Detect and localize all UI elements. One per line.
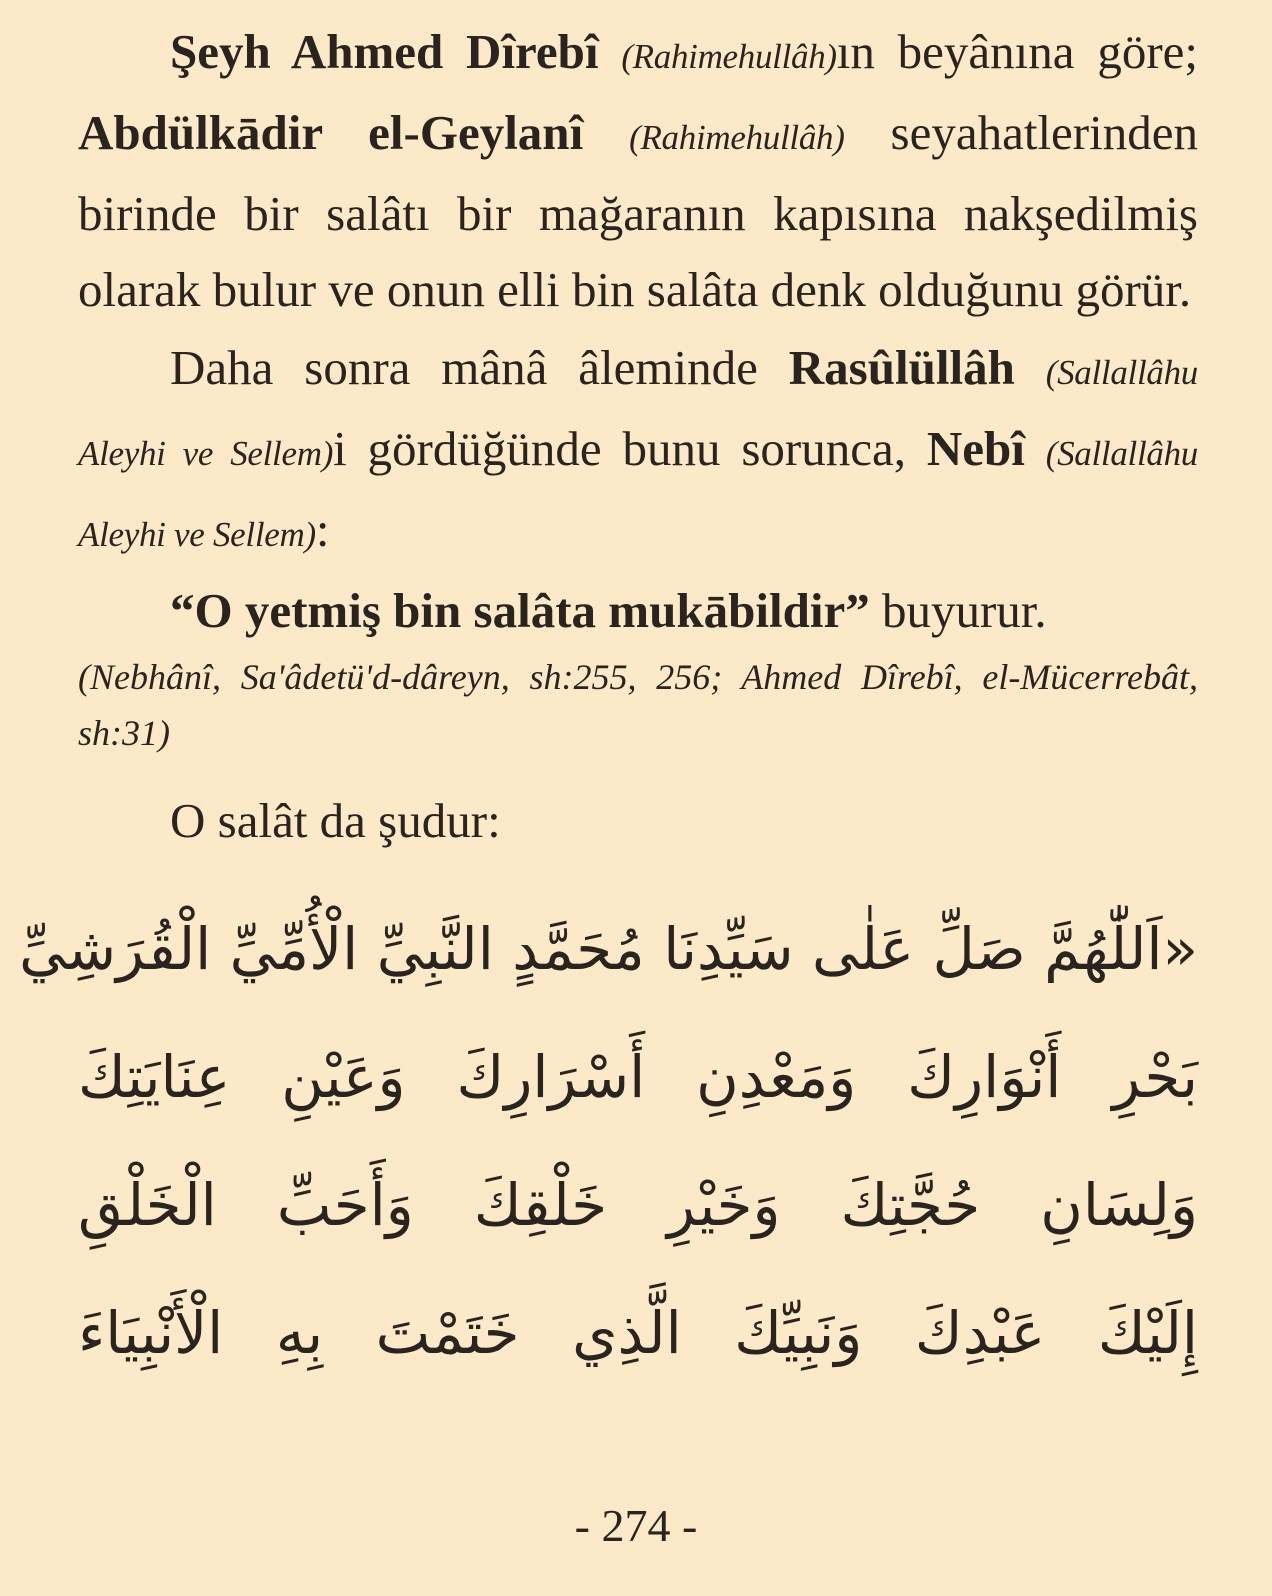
paragraph-2-text-2: i gördüğünde bunu sorunca, xyxy=(333,421,927,476)
name-abdulkadir-geylani: Abdülkādir el-Geylanî xyxy=(78,105,584,160)
paragraph-1 xyxy=(78,14,1198,328)
name-rasulullah: Rasûlüllâh xyxy=(788,340,1015,395)
quote-rest: buyurur. xyxy=(869,583,1047,638)
arabic-salawat xyxy=(19,885,1198,1397)
quote-paragraph xyxy=(78,573,1198,649)
honorific-rahimehullah-2: (Rahimehullâh) xyxy=(629,118,845,157)
quote-bold: “O yetmiş bin salâta mukābildir” xyxy=(170,583,870,638)
name-ahmed-direbi: Şeyh Ahmed Dîrebî xyxy=(170,24,599,79)
paragraph-2-text-1: Daha sonra mânâ âleminde xyxy=(170,340,789,395)
page-number: - 274 - xyxy=(574,1500,698,1551)
honorific-rahimehullah-1: (Rahimehullâh) xyxy=(621,37,837,76)
name-nebi: Nebî xyxy=(926,421,1025,476)
arabic-line-1: «اَللّٰهُمَّ صَلِّ عَلٰى سَيِّدِنَا مُحَمَّدٍ النَّبِيِّ الْأُمِّيِّ الْقُرَشِيِّ xyxy=(19,915,1198,983)
honorific-sallallahu-2: (Sallallâhu Aleyhi ve Sellem) xyxy=(78,434,1198,554)
spacer xyxy=(78,761,1198,783)
arabic-line-3: وَلِسَانِ حُجَّتِكَ وَخَيْرِ خَلْقِكَ وَأَحَبِّ الْخَلْقِ xyxy=(78,1171,1198,1239)
arabic-line-4: إِلَيْكَ عَبْدِكَ وَنَبِيِّكَ الَّذِي خَتَمْتَ بِهِ الْأَنْبِيَاءَ xyxy=(78,1299,1198,1367)
honorific-sallallahu-1: (Sallallâhu Aleyhi ve Sellem) xyxy=(78,353,1198,473)
paragraph-2-text-3: : xyxy=(315,502,330,557)
arabic-line-2: بَحْرِ أَنْوَارِكَ وَمَعْدِنِ أَسْرَارِكَ وَعَيْنِ عِنَايَتِكَ xyxy=(78,1043,1198,1111)
paragraph-1-text-2: seyahatlerinden birinde bir salâtı bir mağaranın kapısına nakşedilmiş olarak bulur ve onun elli bin salâta denk olduğunu görür. xyxy=(78,105,1198,317)
intro-line: O salât da şudur: xyxy=(170,793,501,848)
paragraph-2 xyxy=(78,330,1198,573)
book-page xyxy=(19,14,1198,1584)
paragraph-1-text-1: ın beyânına göre; xyxy=(836,24,1198,79)
citation: (Nebhânî, Sa'âdetü'd-dâreyn, sh:255, 256; Ahmed Dîrebî, el-Mücerrebât, sh:31) xyxy=(78,657,1198,753)
